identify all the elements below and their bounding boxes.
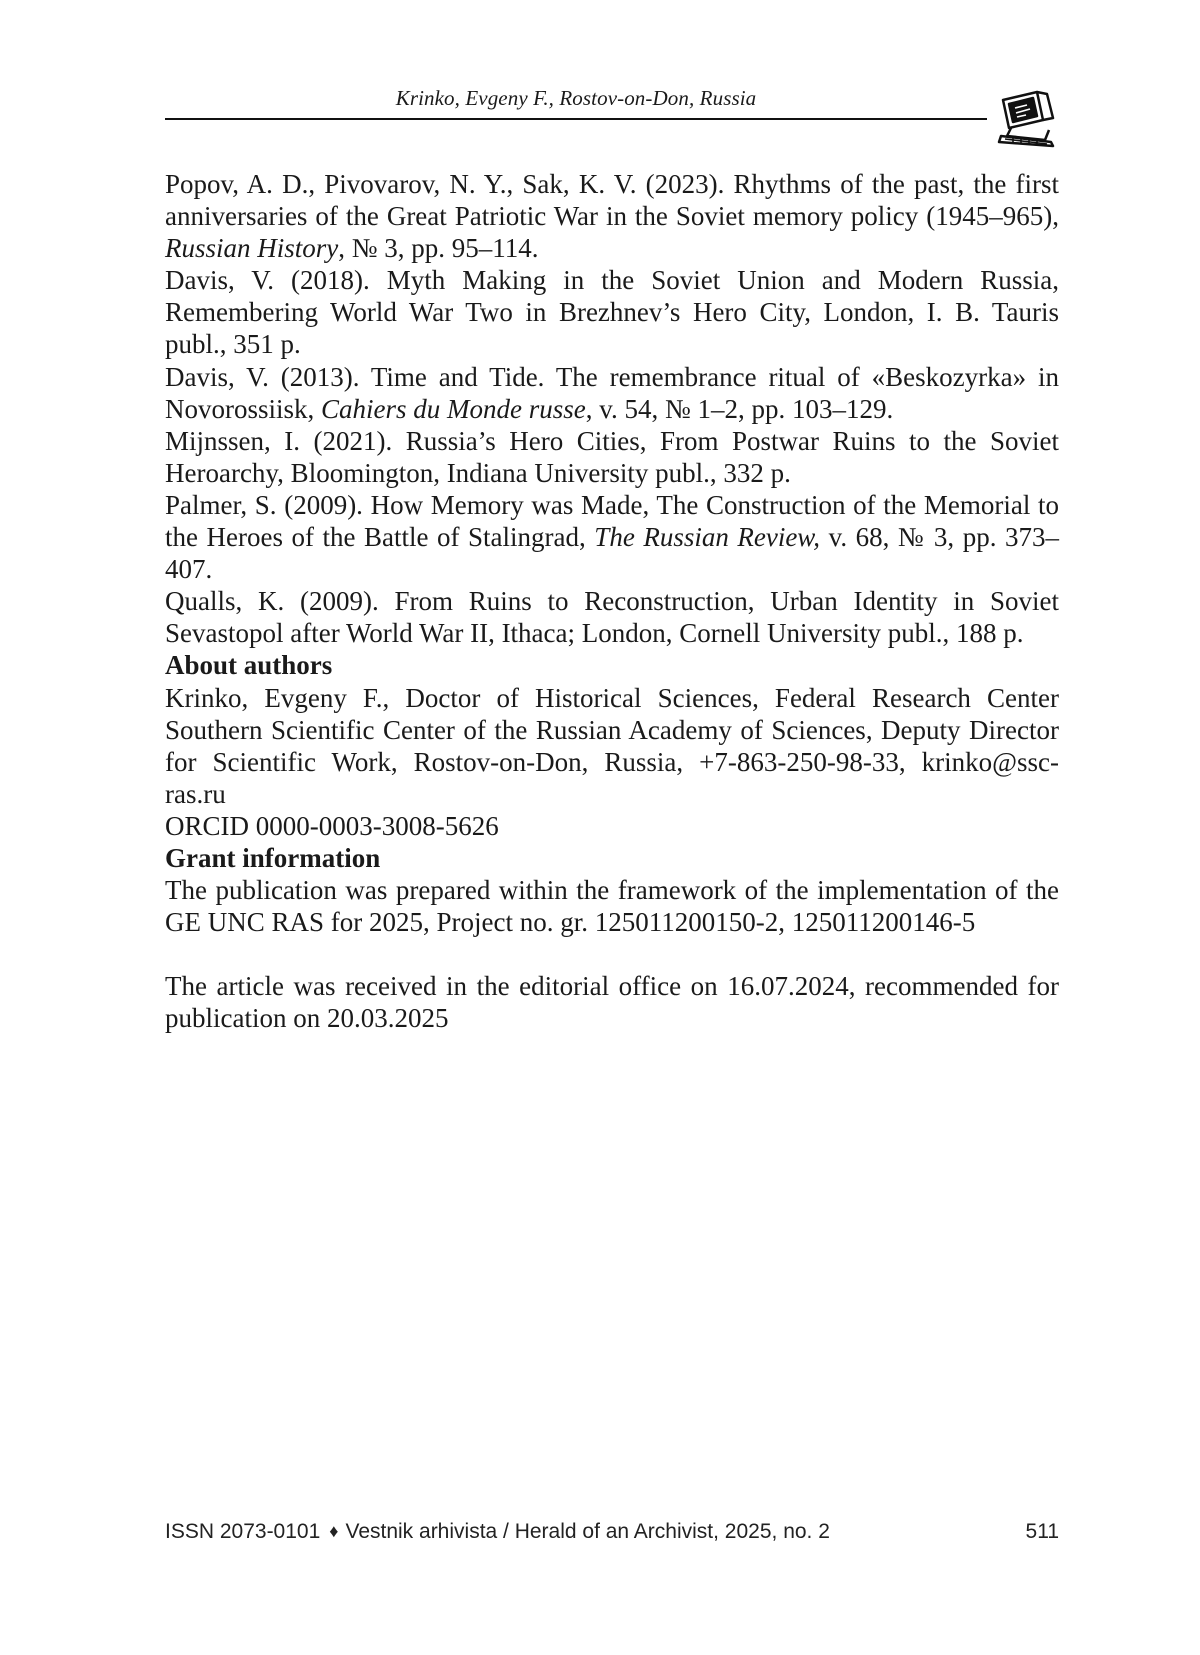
running-header [165,82,987,120]
archive-computer-icon [993,86,1059,148]
spacer [165,938,1059,970]
reference-entry: Mijnssen, I. (2021). Russia’s Hero Cities, From Postwar Ruins to the Soviet Heroarchy, Bloomington, Indiana University publ., 332 p. [165,425,1059,488]
diamond-separator-icon: ♦ [329,1521,339,1541]
page-footer [165,1520,1059,1550]
orcid: ORCID 0000-0003-3008-5626 [165,810,499,841]
reference-entry: Qualls, K. (2009). From Ruins to Reconstruction, Urban Identity in Soviet Sevastopol after World War II, Ithaca; London, Cornell University publ., 188 p. [165,586,1059,649]
about-authors-heading: About authors [165,650,333,681]
running-title: Krinko, Evgeny F., Rostov-on-Don, Russia [395,86,757,110]
reference-entry: Davis, V. (2013). Time and Tide. The remembrance ritual of «Beskozyrka» in Novorossiisk, Cahiers du Monde russe, v. 54, № 1–2, pp. 103–129. [165,361,1059,424]
article-back-matter [165,168,1059,1034]
journal-name: Vestnik arhivista / Herald of an Archivist, 2025, no. 2 [345,1520,830,1543]
reference-entry: Davis, V. (2018). Myth Making in the Soviet Union and Modern Russia, Remembering World War Two in Brezhnev’s Hero City, London, I. B. Tauris publ., 351 p. [165,265,1059,360]
author-info: Krinko, Evgeny F., Doctor of Historical Sciences, Federal Research Center Southern Scientific Center of the Russian Academy of Sciences, Deputy Director for Scientific Work, Rostov-on-Don, Russia, +7-863-250-98-33, krinko@ssc-ras.ru [165,682,1059,809]
reference-list [165,168,1059,649]
page-number: 511 [1025,1520,1059,1543]
footer-journal-info [165,1520,830,1544]
issn: ISSN 2073-0101 [165,1520,321,1543]
grant-information-heading: Grant information [165,842,381,873]
reference-entry: Popov, A. D., Pivovarov, N. Y., Sak, K. V. (2023). Rhythms of the past, the first anniversaries of the Great Patriotic War in the Soviet memory policy (1945–965), Russian History, № 3, pp. 95–114. [165,169,1059,264]
reference-entry: Palmer, S. (2009). How Memory was Made, The Construction of the Memorial to the Heroes of the Battle of Stalingrad, The Russian Review, v. 68, № 3, pp. 373–407. [165,489,1059,585]
received-note: The article was received in the editorial office on 16.07.2024, recommended for publication on 20.03.2025 [165,971,1059,1034]
grant-text: The publication was prepared within the framework of the implementation of the GE UNC RAS for 2025, Project no. gr. 125011200150-2, 125011200146-5 [165,875,1059,938]
